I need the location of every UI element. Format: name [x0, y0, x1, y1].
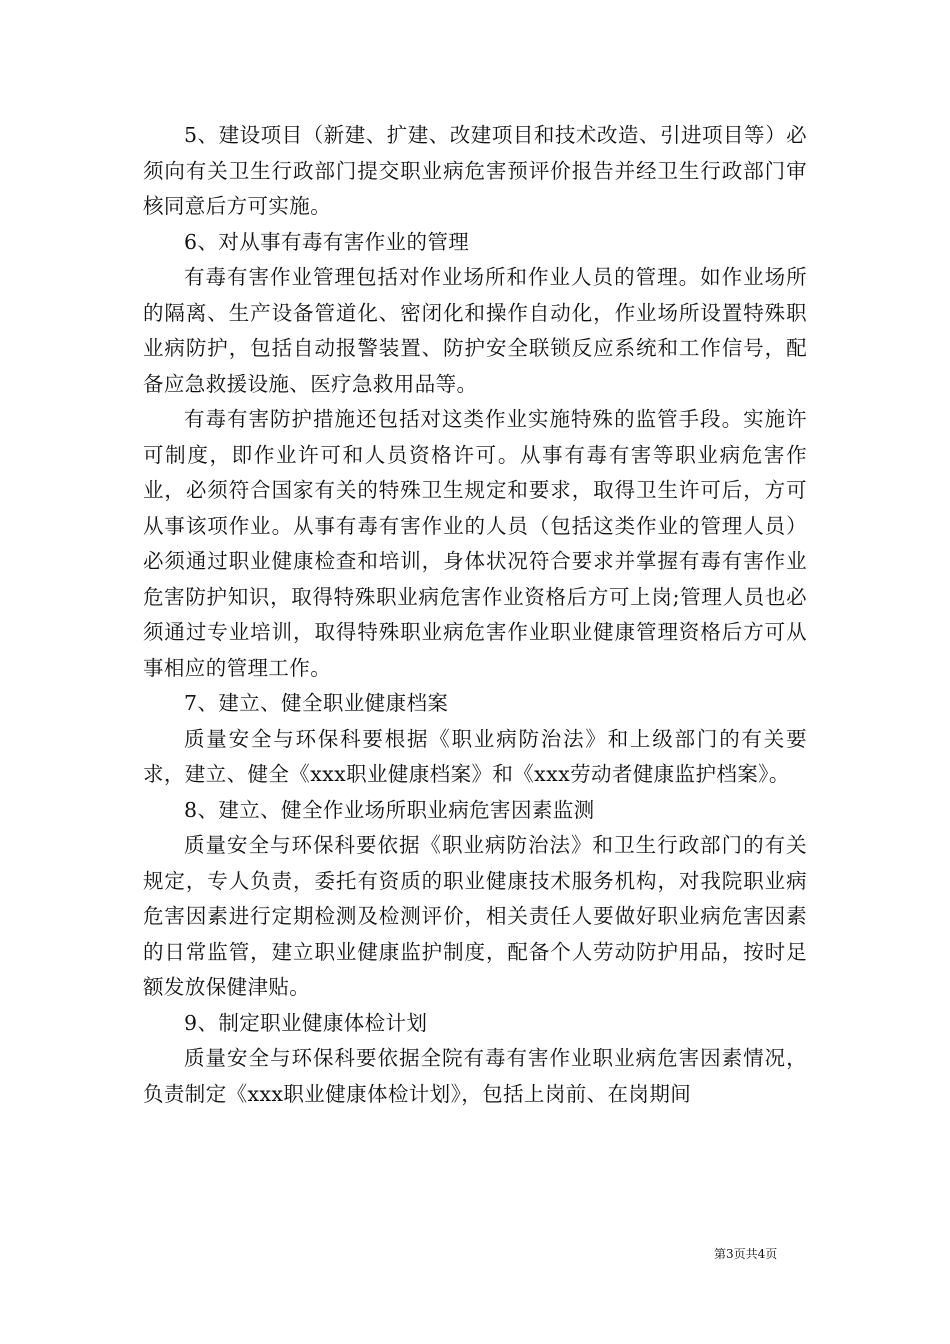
page-number-footer: 第3页共4页: [714, 1247, 778, 1261]
paragraph-hazard-monitoring: 质量安全与环保科要依据《职业病防治法》和卫生行政部门的有关规定，专人负责，委托有资质的职业健康技术服务机构，对我院职业病危害因素进行定期检测及检测评价，相关责任人要做好职业病危害因素的日常监管，建立职业健康监护制度，配备个人劳动防护用品，按时足额发放保健津贴。: [143, 833, 807, 999]
heading-6-toxic-work-management: 6、对从事有毒有害作业的管理: [184, 229, 470, 254]
paragraph-health-exam-plan: 质量安全与环保科要依据全院有毒有害作业职业病危害因素情况，负责制定《xxx职业健康体检计划》，包括上岗前、在岗期间: [143, 1046, 807, 1106]
heading-9-health-exam-plan: 9、制定职业健康体检计划: [184, 1010, 428, 1035]
paragraph-health-records: 质量安全与环保科要根据《职业病防治法》和上级部门的有关要求，建立、健全《xxx职业健康档案》和《xxx劳动者健康监护档案》。: [143, 726, 807, 786]
heading-8-hazard-monitoring: 8、建立、健全作业场所职业病危害因素监测: [184, 797, 595, 822]
paragraph-protection-measures: 有毒有害防护措施还包括对这类作业实施特殊的监管手段。实施许可制度，即作业许可和人员资格许可。从事有毒有害等职业病危害作业，必须符合国家有关的特殊卫生规定和要求，取得卫生许可后，方可从事该项作业。从事有毒有害作业的人员（包括这类作业的管理人员）必须通过职业健康检查和培训，身体状况符合要求并掌握有毒有害作业危害防护知识，取得特殊职业病危害作业资格后方可上岗;管理人员也必须通过专业培训，取得特殊职业病危害作业职业健康管理资格后方可从事相应的管理工作。: [143, 407, 807, 680]
paragraph-toxic-work-management: 有毒有害作业管理包括对作业场所和作业人员的管理。如作业场所的隔离、生产设备管道化、密闭化和操作自动化，作业场所设置特殊职业病防护，包括自动报警装置、防护安全联锁反应系统和工作信号，配备应急救援设施、医疗急救用品等。: [143, 265, 807, 396]
document-body: [143, 118, 807, 1112]
heading-7-health-records: 7、建立、健全职业健康档案: [184, 691, 449, 715]
paragraph-item-5-construction-projects: 5、建设项目（新建、扩建、改建项目和技术改造、引进项目等）必须向有关卫生行政部门提交职业病危害预评价报告并经卫生行政部门审核同意后方可实施。: [143, 123, 807, 218]
